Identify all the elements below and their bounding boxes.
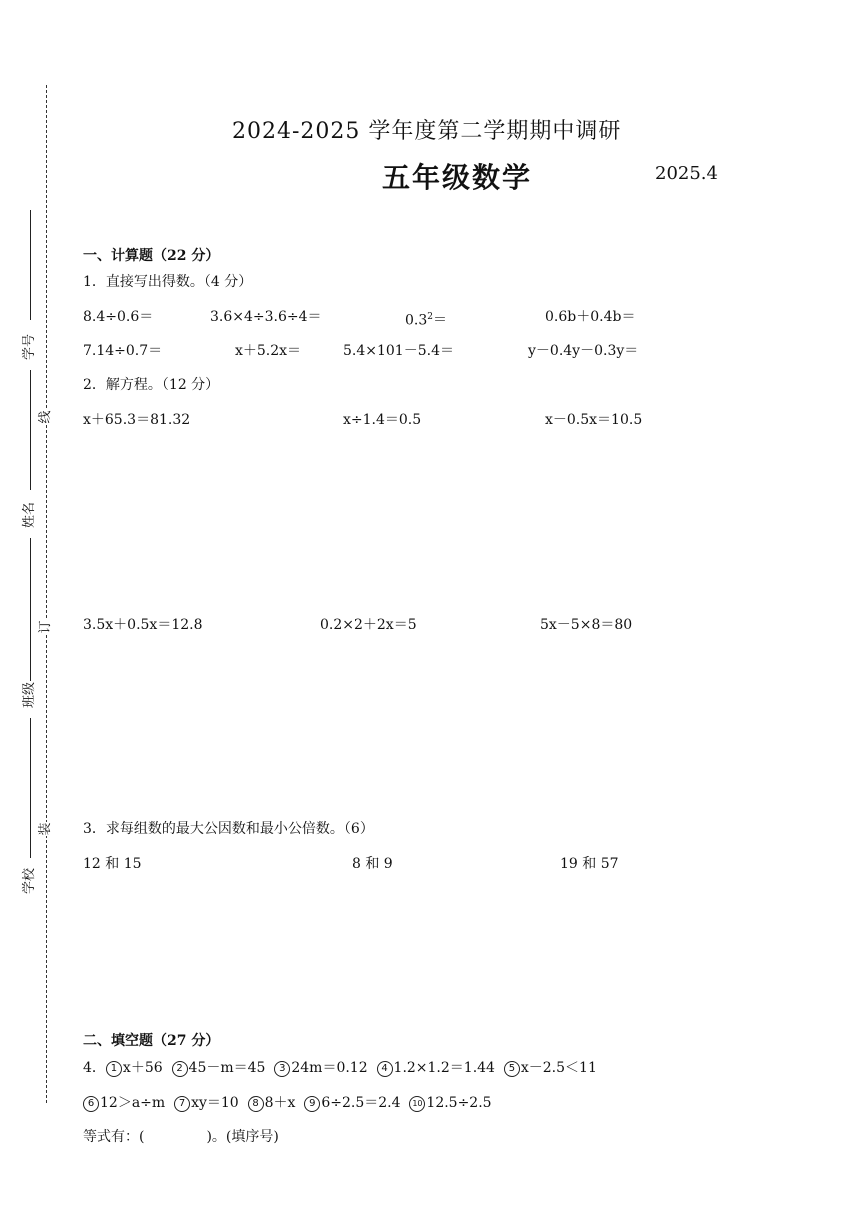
- margin-mark-xian: 线: [38, 410, 53, 424]
- q4-num: 7: [174, 1096, 190, 1112]
- q4-num: 5: [504, 1061, 520, 1077]
- q4-answer-suffix: )。(填序号): [206, 1129, 279, 1145]
- q4-row-2: [83, 1094, 492, 1112]
- q1-item: 8.4÷0.6＝: [83, 309, 154, 325]
- q1-item: 5.4×101－5.4＝: [343, 343, 454, 359]
- q4-item: 12＞a÷m: [100, 1095, 166, 1111]
- q2-equation: x－0.5x＝10.5: [545, 412, 643, 428]
- exam-date: 2025.4: [655, 163, 718, 184]
- q4-item: x＋56: [122, 1060, 163, 1076]
- margin-label-banji: 班级: [22, 682, 37, 709]
- exam-title: 2024-2025 学年度第二学期期中调研: [232, 119, 622, 144]
- q4-item: 24m＝0.12: [291, 1060, 368, 1076]
- margin-line-3: [30, 718, 31, 858]
- margin-label-xuehao: 学号: [22, 334, 37, 361]
- margin-mark-zhuang: 装: [38, 822, 53, 836]
- q3-item: 8 和 9: [352, 856, 393, 872]
- q1-base: 0.3: [405, 312, 428, 329]
- exam-subject: 五年级数学: [382, 161, 533, 194]
- q4-item: 6÷2.5＝2.4: [321, 1095, 401, 1111]
- q3-label: 3．求每组数的最大公因数和最小公倍数。（6）: [83, 821, 374, 837]
- section2-heading: 二、填空题（27 分）: [83, 1033, 220, 1049]
- q2-equation: x＋65.3＝81.32: [83, 412, 191, 428]
- margin-label-xuexiao: 学校: [22, 868, 37, 895]
- q1-item-power: [405, 308, 447, 330]
- q1-item: 0.6b＋0.4b＝: [545, 309, 636, 325]
- q1-exponent: 2: [427, 312, 433, 322]
- q2-equation: x÷1.4＝0.5: [343, 412, 422, 428]
- margin-mark-ding: 订: [38, 620, 53, 634]
- q4-item: 12.5÷2.5: [426, 1095, 492, 1111]
- q2-equation: 5x－5×8＝80: [540, 617, 633, 633]
- margin-line-1: [30, 370, 31, 490]
- q4-item: 8＋x: [264, 1095, 296, 1111]
- q4-label: 4．: [83, 1060, 106, 1076]
- q4-item: x－2.5＜11: [520, 1060, 597, 1076]
- q3-item: 12 和 15: [83, 856, 142, 872]
- q4-num: 9: [304, 1096, 320, 1112]
- binding-dashed-line: [46, 85, 47, 1103]
- q1-label: 1．直接写出得数。（4 分）: [83, 274, 253, 290]
- q4-item: 45－m＝45: [188, 1060, 266, 1076]
- q4-item: xy＝10: [191, 1095, 239, 1111]
- q4-num: 6: [83, 1096, 99, 1112]
- q4-num: 8: [248, 1096, 264, 1112]
- margin-line-xuehao: [30, 210, 31, 320]
- q4-num: 10: [409, 1096, 425, 1112]
- q1-equals: ＝: [433, 312, 447, 329]
- q4-row-1: [83, 1059, 597, 1077]
- q2-equation: 0.2×2＋2x＝5: [320, 617, 417, 633]
- q2-label: 2．解方程。（12 分）: [83, 377, 220, 393]
- q1-item: 7.14÷0.7＝: [83, 343, 163, 359]
- q3-item: 19 和 57: [560, 856, 619, 872]
- q4-num: 1: [106, 1061, 122, 1077]
- q4-num: 4: [377, 1061, 393, 1077]
- q4-answer-line: [83, 1128, 279, 1146]
- q1-item: 3.6×4÷3.6÷4＝: [210, 309, 322, 325]
- q4-num: 3: [274, 1061, 290, 1077]
- q4-item: 1.2×1.2＝1.44: [393, 1060, 495, 1076]
- q4-num: 2: [172, 1061, 188, 1077]
- section1-heading: 一、计算题（22 分）: [83, 248, 220, 264]
- margin-line-2: [30, 538, 31, 688]
- q4-answer-prefix: 等式有：(: [83, 1129, 145, 1145]
- q1-item: x＋5.2x＝: [235, 343, 302, 359]
- margin-label-xingming: 姓名: [22, 502, 37, 529]
- q2-equation: 3.5x＋0.5x＝12.8: [83, 617, 203, 633]
- q1-item: y－0.4y－0.3y＝: [528, 343, 639, 359]
